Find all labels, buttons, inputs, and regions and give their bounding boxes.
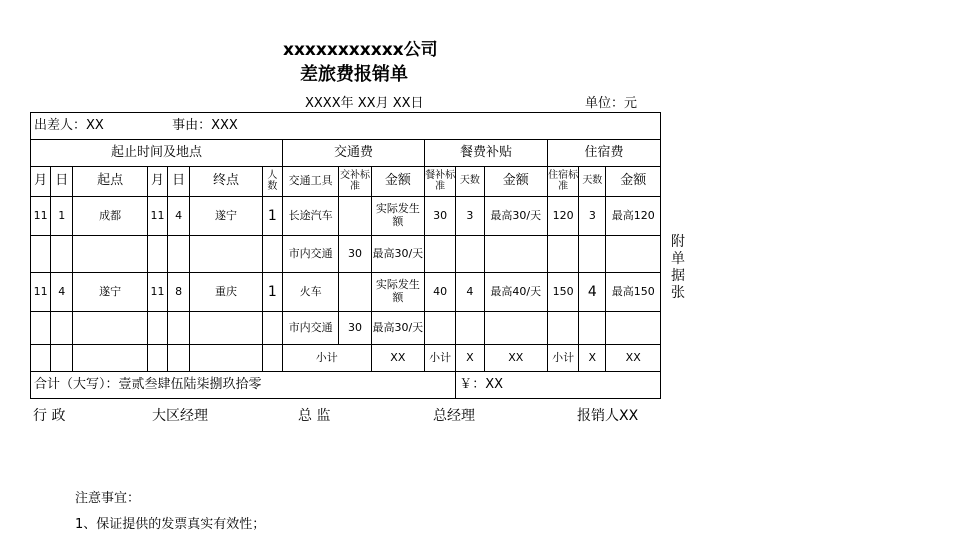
trip-start-place: 遂宁 xyxy=(73,273,148,312)
company-name: xxxxxxxxxxx公司 xyxy=(283,40,438,60)
expense-table xyxy=(30,112,661,399)
leg-std: 30 xyxy=(339,312,371,345)
attached-receipts-note: 附单据张 xyxy=(671,234,685,301)
currency-unit: 单位：元 xyxy=(585,96,638,111)
trip-start-place: 成都 xyxy=(73,197,148,236)
col-day-start: 日 xyxy=(51,167,73,197)
trip-end-place: 遂宁 xyxy=(190,197,263,236)
lodging-std: 150 xyxy=(547,273,578,312)
leg-amount: 最高30/天 xyxy=(371,312,424,345)
date-line: XXXX年 XX月 XX日 xyxy=(305,96,424,111)
subtotal-meal-days: X xyxy=(456,345,484,372)
leg-tool: 火车 xyxy=(282,273,338,312)
meal-days: 3 xyxy=(456,197,484,236)
col-meal-amount: 金额 xyxy=(484,167,547,197)
trip-day-start: 4 xyxy=(51,273,73,312)
trip-day-start: 1 xyxy=(51,197,73,236)
leg-std xyxy=(339,197,371,236)
lodging-days: 3 xyxy=(579,197,606,236)
leg-std: 30 xyxy=(339,236,371,273)
lodging-days: 4 xyxy=(579,273,606,312)
col-transport-amount: 金额 xyxy=(371,167,424,197)
table-row xyxy=(31,273,661,312)
trip-month-start: 11 xyxy=(31,197,51,236)
col-month-start: 月 xyxy=(31,167,51,197)
subtotal-lodging-amount: XX xyxy=(606,345,661,372)
table-row xyxy=(31,236,661,273)
trip-day-end: 4 xyxy=(168,197,190,236)
trip-month-end: 11 xyxy=(147,197,167,236)
subtotal-label: 小计 xyxy=(282,345,371,372)
meal-std: 30 xyxy=(425,197,456,236)
trip-people: 1 xyxy=(262,273,282,312)
subtotal-meal-label: 小计 xyxy=(425,345,456,372)
subtotal-meal-amount: XX xyxy=(484,345,547,372)
subtotal-row xyxy=(31,345,661,372)
leg-amount: 实际发生额 xyxy=(371,197,424,236)
trip-month-start: 11 xyxy=(31,273,51,312)
column-header-row xyxy=(31,167,661,197)
lodging-amount: 最高120 xyxy=(606,197,661,236)
lodging-std: 120 xyxy=(547,197,578,236)
group-lodging: 住宿费 xyxy=(547,140,660,167)
group-time-place: 起止时间及地点 xyxy=(31,140,283,167)
traveler-field: 出差人：XX xyxy=(34,117,104,133)
trip-end-place: 重庆 xyxy=(190,273,263,312)
col-meal-days: 天数 xyxy=(456,167,484,197)
notice-title: 注意事宜： xyxy=(75,491,141,506)
total-in-words: 合计（大写）：壹贰叁肆伍陆柒捌玖拾零 xyxy=(31,372,456,399)
info-cell xyxy=(31,113,661,140)
col-lodging-days: 天数 xyxy=(579,167,606,197)
signature-claimant: 报销人XX xyxy=(577,408,639,424)
total-amount: ￥：XX xyxy=(456,372,661,399)
info-row xyxy=(31,113,661,140)
subtotal-lodging-days: X xyxy=(579,345,606,372)
col-transport-tool: 交通工具 xyxy=(282,167,338,197)
group-transport: 交通费 xyxy=(282,140,424,167)
col-lodging-amount: 金额 xyxy=(606,167,661,197)
trip-day-end: 8 xyxy=(168,273,190,312)
signature-admin: 行 政 xyxy=(33,408,66,424)
leg-amount: 实际发生额 xyxy=(371,273,424,312)
lodging-amount: 最高150 xyxy=(606,273,661,312)
subtotal-transport: XX xyxy=(371,345,424,372)
leg-tool: 市内交通 xyxy=(282,312,338,345)
signature-regional-manager: 大区经理 xyxy=(152,408,208,424)
col-month-end: 月 xyxy=(147,167,167,197)
group-header-row xyxy=(31,140,661,167)
col-transport-std: 交补标准 xyxy=(339,167,371,197)
signature-general-manager: 总经理 xyxy=(433,408,475,424)
subtotal-lodging-label: 小计 xyxy=(547,345,578,372)
group-meal: 餐费补贴 xyxy=(425,140,548,167)
trip-people: 1 xyxy=(262,197,282,236)
meal-amount: 最高30/天 xyxy=(484,197,547,236)
signature-director: 总 监 xyxy=(298,408,331,424)
notice-item: 1、保证提供的发票真实有效性； xyxy=(75,517,266,532)
leg-tool: 市内交通 xyxy=(282,236,338,273)
col-end-place: 终点 xyxy=(190,167,263,197)
meal-days: 4 xyxy=(456,273,484,312)
leg-amount: 最高30/天 xyxy=(371,236,424,273)
table-row xyxy=(31,312,661,345)
leg-tool: 长途汽车 xyxy=(282,197,338,236)
document-title: 差旅费报销单 xyxy=(300,64,408,85)
table-row xyxy=(31,197,661,236)
total-row xyxy=(31,372,661,399)
col-meal-std: 餐补标准 xyxy=(425,167,456,197)
meal-std: 40 xyxy=(425,273,456,312)
col-lodging-std: 住宿标准 xyxy=(547,167,578,197)
col-people: 人数 xyxy=(262,167,282,197)
leg-std xyxy=(339,273,371,312)
col-day-end: 日 xyxy=(168,167,190,197)
reason-field: 事由：XXX xyxy=(172,117,238,133)
meal-amount: 最高40/天 xyxy=(484,273,547,312)
trip-month-end: 11 xyxy=(147,273,167,312)
col-start-place: 起点 xyxy=(73,167,148,197)
